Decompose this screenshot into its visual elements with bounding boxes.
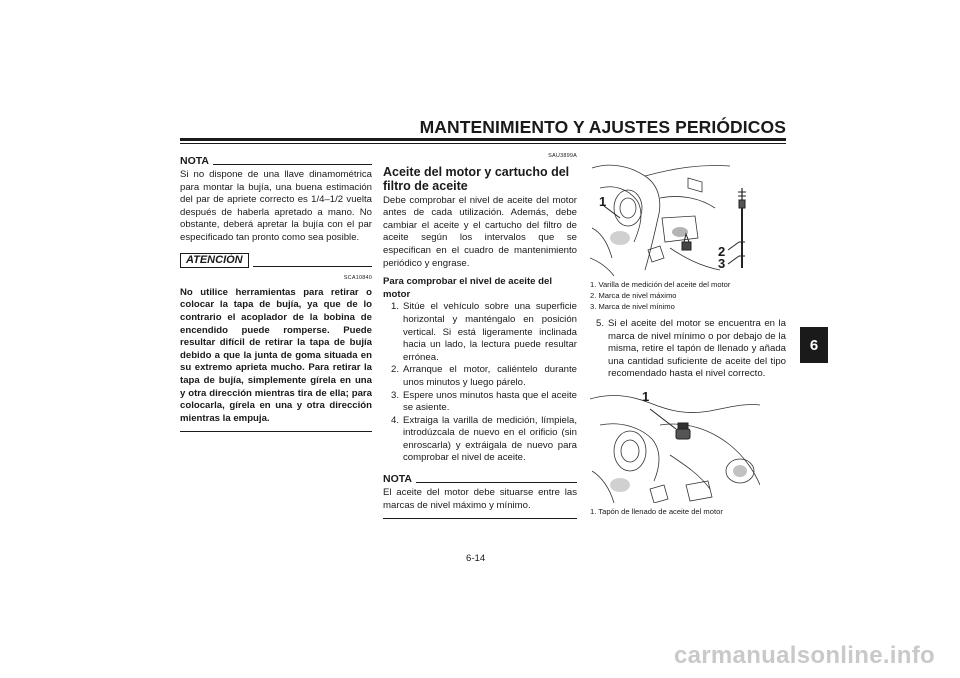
figure1-captions <box>590 279 786 312</box>
step-number: 5. <box>595 318 604 329</box>
subheading: Para comprobar el nivel de aceite del motor <box>383 276 553 300</box>
nota-label: NOTA <box>180 155 209 167</box>
section-title: Aceite del motor y cartucho del filtro de aceite <box>383 164 570 193</box>
list-item <box>385 301 577 364</box>
page-header-title: MANTENIMIENTO Y AJUSTES PERIÓDICOS <box>419 117 786 137</box>
step-number: 3. <box>390 389 399 401</box>
step-number: 4. <box>390 414 399 426</box>
nota-label-2: NOTA <box>383 473 412 486</box>
nota-text-2: El aceite del motor debe situarse entre las marcas de nivel máximo y mínimo. <box>383 487 577 511</box>
list-item <box>385 390 577 415</box>
step-text: Sitúe el vehículo sobre una superficie horizontal y manténgalo en posición vertical. Si está ligeramente inclinada hacia un lado, la lectura puede resultar errónea. <box>403 301 577 363</box>
engine-filler-cap-illustration <box>590 385 760 503</box>
nota-header-2 <box>383 473 577 485</box>
nota-end-rule <box>383 518 577 519</box>
step-text: Arranque el motor, caliéntelo durante unos minutos y luego párelo. <box>403 364 577 388</box>
list-item <box>590 318 786 381</box>
page-number: 6-14 <box>466 553 486 564</box>
step-text: Extraiga la varilla de medición, límpiela, introdúzcala de nuevo en el orificio (sin enroscarla) y extráigala de nuevo para comprobar el nivel de aceite. <box>403 414 577 464</box>
right-column <box>590 158 786 517</box>
atencion-text: No utilice herramientas para retirar o colocar la tapa de bujía, ya que de lo contrario el acoplador de la bobina de encendido puede romperse. Puede resultar difícil de retirar la tapa de bujía debido a que la junta de goma situada en su extremo aprieta mucho. Para retirar la tapa de bujía, simplemente gírela en una y otra dirección mientras tira de ella; para colocarla, gírela en una y otra dirección mientras la empuja. <box>180 286 372 424</box>
caption-line: 1. Varilla de medición del aceite del motor <box>590 280 731 289</box>
left-column <box>180 155 372 432</box>
caption-line: 3. Marca de nivel mínimo <box>590 302 675 311</box>
list-item <box>385 415 577 465</box>
figure1-callout-3: 3 <box>718 256 726 271</box>
engine-dipstick-illustration <box>590 158 760 276</box>
steps-list <box>383 301 577 465</box>
nota-text: Si no dispone de una llave dinamométrica para montar la bujía, una buena estimación del par de apriete correcto es 1/4–1/2 vuelta después de haberla apretado a mano. No obstante, deberá apretar la bujía con el par especificado tan pronto como sea posible. <box>180 169 372 243</box>
list-item <box>385 364 577 389</box>
caption-line: 2. Marca de nivel máximo <box>590 291 677 300</box>
step-text: Espere unos minutos hasta que el aceite se asiente. <box>403 389 577 414</box>
section-intro: Debe comprobar el nivel de aceite del motor antes de cada utilización. Además, debe cambiar el aceite y el cartucho del filtro de aceite según los intervalos que se especifican en el cuadro de mantenimiento periódico y engrase. <box>383 194 577 269</box>
nota-rule-2 <box>416 482 577 483</box>
figure1-callout-1: 1 <box>599 194 607 209</box>
atencion-end-rule <box>180 431 372 432</box>
header-rule <box>180 138 786 141</box>
watermark: carmanualsonline.info <box>673 642 935 669</box>
atencion-code: SCA10840 <box>343 275 372 282</box>
middle-column <box>383 150 577 519</box>
figure1-callout-2: 2 <box>718 244 726 259</box>
step-number: 1. <box>390 301 399 313</box>
caption-line: 1. Tapón de llenado de aceite del motor <box>590 506 723 516</box>
header-rule-thin <box>180 143 786 144</box>
atencion-header <box>180 253 372 269</box>
chapter-tab: 6 <box>800 327 828 363</box>
dipstick-figure <box>590 158 760 276</box>
nota-header <box>180 155 372 167</box>
figure2-callout-1: 1 <box>642 388 650 404</box>
step5-list <box>590 318 786 381</box>
nota-rule <box>213 164 372 165</box>
step-number: 2. <box>390 364 399 376</box>
atencion-label: ATENCIÓN <box>180 253 249 269</box>
figure2-captions <box>590 506 786 517</box>
step-text: Si el aceite del motor se encuentra en la marca de nivel mínimo o por debajo de la misma, retire el tapón de llenado y añada una cantidad suficiente de aceite del tipo recomendado hasta el nivel correcto. <box>608 318 786 380</box>
atencion-rule <box>253 266 372 267</box>
section-code: SAU3899A <box>548 153 577 159</box>
filler-cap-figure <box>590 385 760 503</box>
